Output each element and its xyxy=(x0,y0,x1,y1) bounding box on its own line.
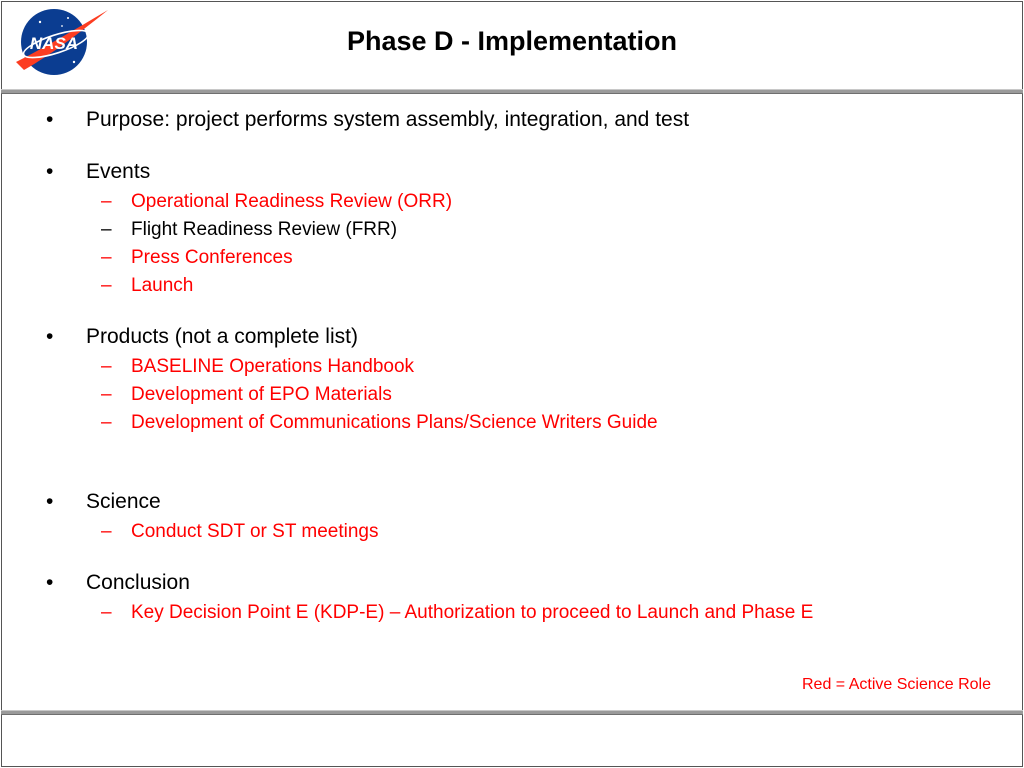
sub-item-kdp-e xyxy=(101,602,814,624)
bullet-marker: • xyxy=(46,325,54,348)
dash-marker: – xyxy=(101,247,112,268)
sub-item-frr xyxy=(101,219,398,241)
dash-marker: – xyxy=(101,412,112,433)
sub-item-sdt-meetings xyxy=(101,521,379,543)
sub-item-text: Development of EPO Materials xyxy=(131,384,392,405)
dash-marker: – xyxy=(101,219,112,240)
bullet-marker: • xyxy=(46,160,54,183)
sub-item-operations-handbook xyxy=(101,356,415,378)
sub-item-text: Press Conferences xyxy=(131,247,293,268)
dash-marker: – xyxy=(101,521,112,542)
sub-item-text: BASELINE Operations Handbook xyxy=(131,356,415,377)
sub-item-text: Key Decision Point E (KDP-E) – Authorization to proceed to Launch and Phase E xyxy=(131,602,814,623)
sub-item-text: Operational Readiness Review (ORR) xyxy=(131,191,453,212)
sub-item-text: Launch xyxy=(131,275,194,296)
bullet-science xyxy=(46,490,161,514)
sub-item-text: Conduct SDT or ST meetings xyxy=(131,521,379,542)
dash-marker: – xyxy=(101,356,112,377)
dash-marker: – xyxy=(101,191,112,212)
sub-item-launch xyxy=(101,275,194,297)
bullet-events xyxy=(46,160,151,184)
dash-marker: – xyxy=(101,275,112,296)
sub-item-press-conferences xyxy=(101,247,293,269)
footer-divider xyxy=(1,710,1023,715)
sub-item-text: Flight Readiness Review (FRR) xyxy=(131,219,398,240)
bullet-conclusion xyxy=(46,571,190,595)
sub-item-communications-plans xyxy=(101,412,658,434)
bullet-text: Science xyxy=(86,490,161,513)
bullet-marker: • xyxy=(46,108,54,131)
bullet-text: Products (not a complete list) xyxy=(86,325,358,348)
sub-item-text: Development of Communications Plans/Science Writers Guide xyxy=(131,412,658,433)
bullet-text: Events xyxy=(86,160,151,183)
bullet-marker: • xyxy=(46,490,54,513)
bullet-products xyxy=(46,325,358,349)
legend-note: Red = Active Science Role xyxy=(802,676,991,693)
bullet-marker: • xyxy=(46,571,54,594)
dash-marker: – xyxy=(101,384,112,405)
bullet-text: Purpose: project performs system assembly, integration, and test xyxy=(86,108,690,131)
bullet-purpose xyxy=(46,108,690,132)
sub-item-orr xyxy=(101,191,453,213)
dash-marker: – xyxy=(101,602,112,623)
page-title: Phase D - Implementation xyxy=(346,26,678,56)
sub-item-epo-materials xyxy=(101,384,392,406)
nasa-logo-text: NASA xyxy=(29,34,79,53)
bullet-text: Conclusion xyxy=(86,571,190,594)
